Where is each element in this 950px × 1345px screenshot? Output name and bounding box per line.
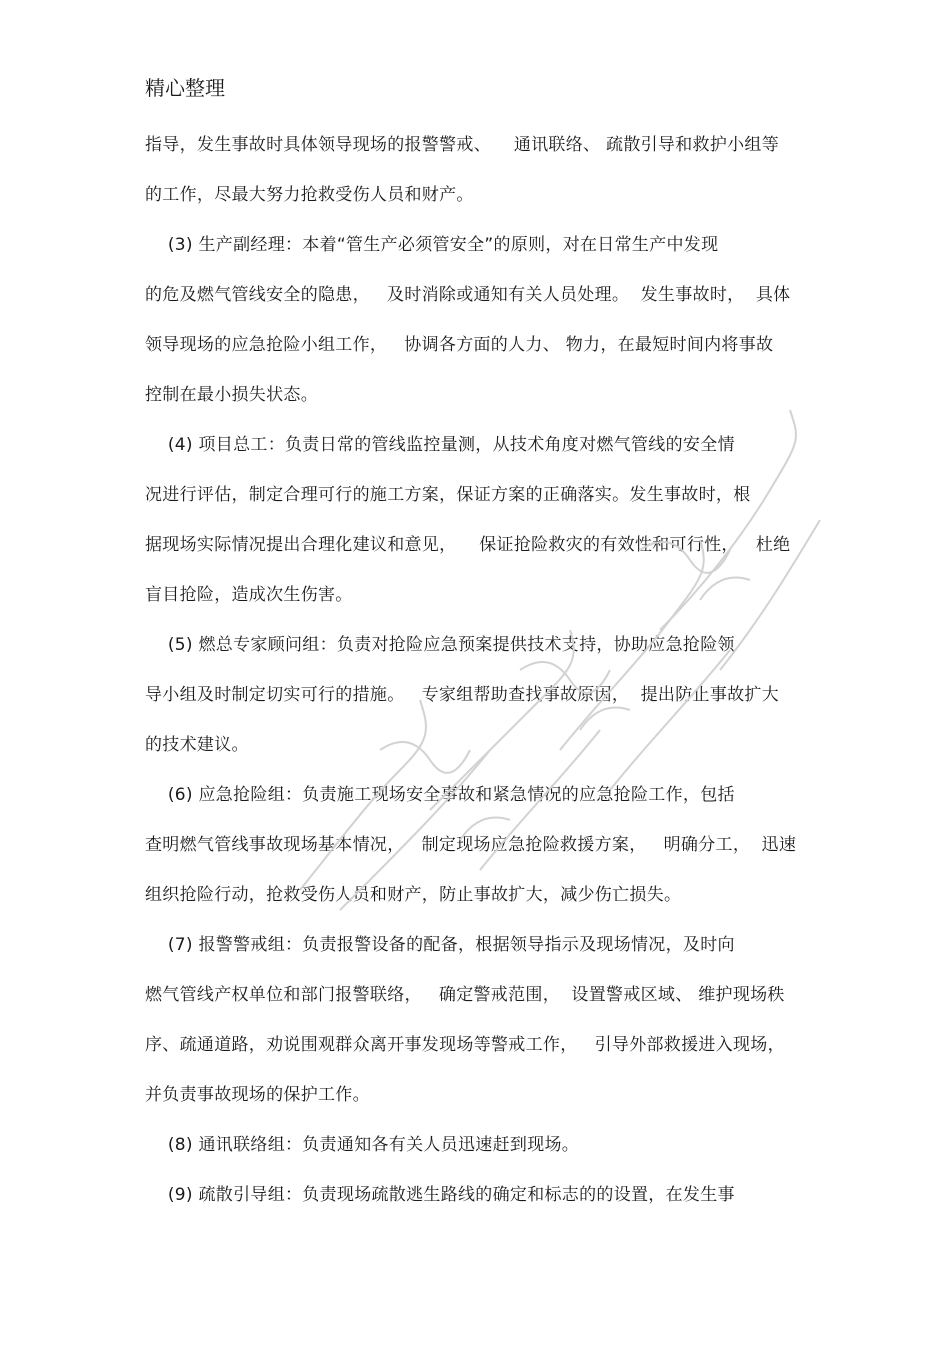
text-line: (8) 通讯联络组：负责通知各有关人员迅速赶到现场。 xyxy=(145,1135,580,1155)
text-line: (4) 项目总工：负责日常的管线监控量测，从技术角度对燃气管线的安全情 xyxy=(145,435,735,455)
text-line: 的技术建议。 xyxy=(145,735,249,755)
text-line: 并负责事故现场的保护工作。 xyxy=(145,1085,370,1105)
text-line: 序、疏通道路，劝说围观群众离开事发现场等警戒工作， 引导外部救援进入现场， xyxy=(145,1035,785,1055)
page-header: 精心整理 xyxy=(145,76,225,100)
text-line: 况进行评估，制定合理可行的施工方案，保证方案的正确落实。发生事故时，根 xyxy=(145,485,751,505)
text-line: 领导现场的应急抢险小组工作， 协调各方面的人力、 物力，在最短时间内将事故 xyxy=(145,335,774,355)
text-line: 导小组及时制定切实可行的措施。 专家组帮助查找事故原因， 提出防止事故扩大 xyxy=(145,685,780,705)
watermark-signature xyxy=(280,370,840,930)
text-line: 的危及燃气管线安全的隐患， 及时消除或通知有关人员处理。 发生事故时， 具体 xyxy=(145,285,791,305)
text-line: (3) 生产副经理：本着“管生产必须管安全”的原则，对在日常生产中发现 xyxy=(145,235,719,255)
text-line: (7) 报警警戒组：负责报警设备的配备，根据领导指示及现场情况，及时向 xyxy=(145,935,735,955)
text-line: 指导，发生事故时具体领导现场的报警警戒、 通讯联络、 疏散引导和救护小组等 xyxy=(145,135,780,155)
text-line: 的工作，尽最大努力抢救受伤人员和财产。 xyxy=(145,185,474,205)
text-line: (9) 疏散引导组：负责现场疏散逃生路线的确定和标志的的设置，在发生事 xyxy=(145,1185,735,1205)
text-line: 盲目抢险，造成次生伤害。 xyxy=(145,585,353,605)
text-line: 查明燃气管线事故现场基本情况， 制定现场应急抢险救援方案， 明确分工， 迅速 xyxy=(145,835,797,855)
text-line: 燃气管线产权单位和部门报警联络， 确定警戒范围， 设置警戒区域、 维护现场秩 xyxy=(145,985,785,1005)
text-line: (6) 应急抢险组：负责施工现场安全事故和紧急情况的应急抢险工作，包括 xyxy=(145,785,735,805)
text-line: 组织抢险行动，抢救受伤人员和财产，防止事故扩大，减少伤亡损失。 xyxy=(145,885,682,905)
text-line: 控制在最小损失状态。 xyxy=(145,385,318,405)
text-line: (5) 燃总专家顾问组：负责对抢险应急预案提供技术支持，协助应急抢险领 xyxy=(145,635,735,655)
text-line: 据现场实际情况提出合理化建议和意见， 保证抢险救灾的有效性和可行性， 杜绝 xyxy=(145,535,791,555)
